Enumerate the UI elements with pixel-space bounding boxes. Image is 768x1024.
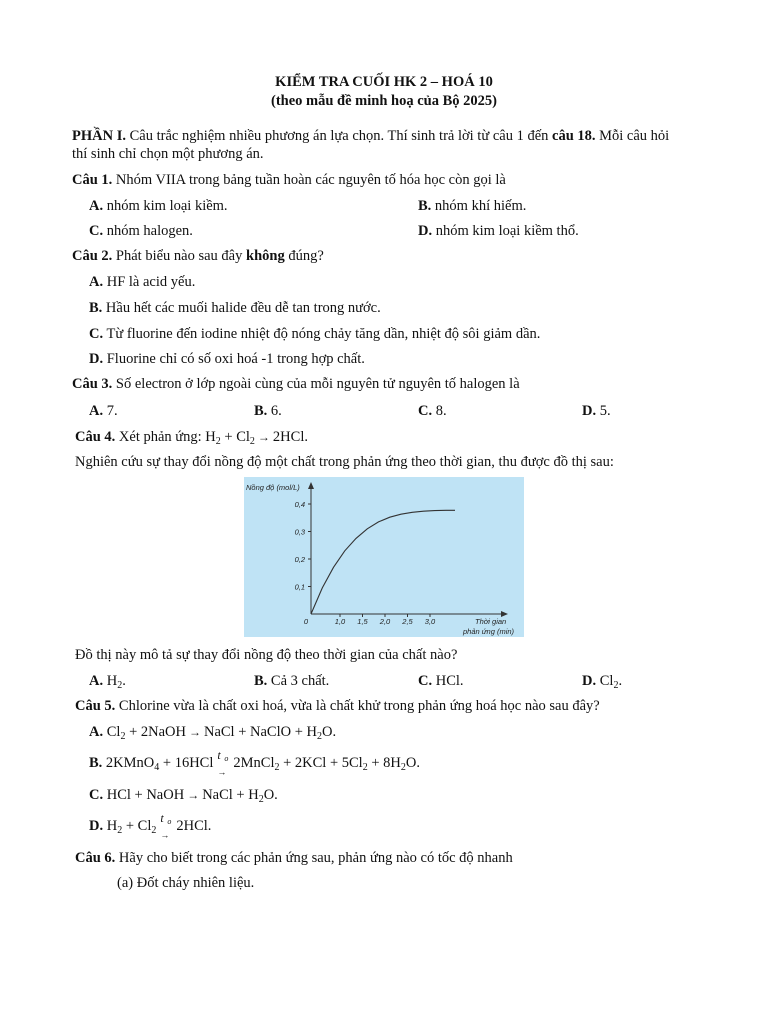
subscript: 2: [117, 825, 123, 836]
q5-option-d: [89, 811, 212, 840]
option-letter: A.: [89, 274, 104, 290]
question-6: [75, 849, 513, 867]
option-text: NaCl + NaClO + H: [203, 724, 317, 740]
option-text: HF là acid yếu.: [103, 274, 196, 290]
q6-item-a: (a) Đốt cháy nhiên liệu.: [117, 875, 255, 891]
x-tick-label: 0: [303, 617, 309, 626]
option-text: nhóm halogen.: [103, 223, 193, 239]
q4-question: Đồ thị này mô tả sự thay đổi nồng độ theo thời gian của chất nào?: [75, 647, 458, 663]
subscript: 2: [316, 731, 322, 742]
x-tick-label: 2,5: [402, 617, 413, 626]
q4-option-c: [418, 672, 464, 690]
concentration-chart: [244, 477, 524, 637]
option-text: 2MnCl: [233, 755, 275, 771]
part1-intro: [72, 127, 669, 145]
q4-option-b: [254, 672, 329, 690]
x-axis-label-line2: phản ứng (min): [463, 627, 515, 636]
option-text: HCl.: [432, 673, 464, 689]
q1-option-b: [418, 197, 526, 215]
option-text: NaCl + H: [202, 787, 259, 803]
concentration-curve: [311, 510, 455, 614]
option-letter: D.: [582, 673, 597, 689]
option-letter: B.: [89, 300, 103, 316]
option-letter: C.: [89, 326, 104, 342]
reaction-arrow-icon: →: [187, 788, 200, 802]
y-tick-label: 0,4: [294, 500, 305, 509]
option-text: + 16HCl: [159, 755, 214, 771]
option-letter: C.: [89, 223, 104, 239]
x-tick-label: 1,0: [334, 617, 346, 626]
question-3: [72, 375, 520, 393]
condition-o: o: [167, 817, 172, 826]
q5-option-c: [89, 786, 278, 804]
q2-option-a: [89, 273, 195, 291]
option-text: Hầu hết các muối halide đều dễ tan trong nước.: [102, 300, 381, 316]
q3-option-b: [254, 402, 282, 420]
part1-intro-line2: thí sinh chỉ chọn một phương án.: [72, 146, 264, 162]
y-tick-label: 0,3: [294, 527, 305, 537]
option-text: 5.: [596, 403, 611, 419]
q6-label: Câu 6.: [75, 850, 116, 866]
condition-o: o: [224, 754, 229, 763]
option-letter: D.: [582, 403, 597, 419]
option-text: + 8H: [367, 755, 401, 771]
option-text: 7.: [103, 403, 118, 419]
x-axis-label-line1: Thời gian: [475, 617, 507, 626]
q2-text-emphasis: không: [246, 248, 285, 264]
option-letter: B.: [254, 403, 268, 419]
option-text: 2HCl.: [176, 818, 212, 834]
q4-label: Câu 4.: [75, 429, 116, 445]
option-text: + 2NaOH: [125, 724, 186, 740]
subscript: 2: [249, 436, 255, 447]
option-letter: D.: [418, 223, 433, 239]
exam-title: KIỂM TRA CUỐI HK 2 – HOÁ 10: [275, 74, 493, 90]
question-4: [75, 428, 308, 446]
subscript: 2: [215, 436, 221, 447]
part1-intro-a: Câu trắc nghiệm nhiều phương án lựa chọn. Thí sinh trả lời từ câu 1 đến: [125, 128, 553, 144]
y-axis-label: Nồng độ (mol/L): [246, 483, 300, 492]
option-letter: A.: [89, 198, 104, 214]
option-letter: A.: [89, 724, 104, 740]
part1-intro-c: Mỗi câu hỏi: [595, 128, 670, 144]
q1-option-d: [418, 222, 579, 240]
option-text: nhóm kim loại kiềm.: [103, 198, 228, 214]
subscript: 2: [613, 680, 619, 691]
option-text: nhóm kim loại kiềm thổ.: [432, 223, 579, 239]
option-text: 2KMnO: [102, 755, 155, 771]
q4-text: Xét phản ứng: H: [115, 429, 216, 445]
q4-text3: 2HCl.: [272, 429, 308, 445]
x-tick-label: 1,5: [357, 617, 368, 626]
heat-condition-icon: [217, 748, 231, 777]
heat-condition-icon: [160, 811, 174, 840]
q2-option-b: [89, 299, 381, 317]
option-text: O.: [321, 724, 337, 740]
option-text: Fluorine chỉ có số oxi hoá -1 trong hợp chất.: [103, 351, 365, 367]
question-5: [75, 697, 600, 715]
q4-text2: + Cl: [220, 429, 250, 445]
q3-label: Câu 3.: [72, 376, 113, 392]
x-tick-label: 3,0: [424, 617, 436, 626]
option-text-end: .: [618, 673, 623, 689]
y-tick-label: 0,1: [294, 582, 305, 592]
q5-text: Chlorine vừa là chất oxi hoá, vừa là chất khử trong phản ứng hoá học nào sau đây?: [115, 698, 600, 714]
option-text: + 2KCl + 5Cl: [279, 755, 363, 771]
q5-option-a: [89, 723, 336, 741]
subscript: 2: [274, 762, 280, 773]
question-1: [72, 171, 506, 189]
option-letter: B.: [89, 755, 103, 771]
subscript: 2: [117, 680, 123, 691]
option-text: O.: [263, 787, 278, 803]
q3-option-a: [89, 402, 118, 420]
option-text: nhóm khí hiếm.: [431, 198, 527, 214]
q5-label: Câu 5.: [75, 698, 116, 714]
subscript: 2: [362, 762, 368, 773]
y-tick-label: 0,2: [294, 555, 305, 564]
condition-arrow-icon: →: [217, 767, 227, 777]
option-text: H: [103, 818, 118, 834]
q2-text-a: Phát biểu nào sau đây: [112, 248, 246, 264]
y-axis-arrow-icon: [308, 482, 314, 489]
option-text: 6.: [267, 403, 282, 419]
option-text: Từ fluorine đến iodine nhiệt độ nóng chảy tăng dần, nhiệt độ sôi giảm dần.: [103, 326, 541, 342]
option-letter: A.: [89, 673, 104, 689]
q3-option-d: [582, 402, 611, 420]
part1-label: PHẦN I.: [72, 128, 126, 144]
part1-intro-b: câu 18.: [552, 128, 596, 144]
reaction-arrow-icon: →: [257, 430, 270, 444]
q5-option-b: [89, 748, 420, 777]
q1-option-a: [89, 197, 228, 215]
subscript: 2: [258, 794, 264, 805]
question-2: [72, 247, 324, 265]
option-text: Cl: [596, 673, 614, 689]
subscript: 4: [154, 762, 160, 773]
q2-option-c: [89, 325, 540, 343]
q2-option-d: [89, 350, 365, 368]
option-text: Cl: [103, 724, 121, 740]
exam-subtitle: (theo mẫu đề minh hoạ của Bộ 2025): [271, 93, 497, 109]
q1-text: Nhóm VIIA trong bảng tuần hoàn các nguyên tố hóa học còn gọi là: [112, 172, 506, 188]
concentration-chart-svg: [244, 477, 524, 637]
option-text: Cả 3 chất.: [267, 673, 330, 689]
condition-arrow-icon: →: [160, 830, 170, 840]
q4-option-a: [89, 672, 126, 690]
option-text: 8.: [432, 403, 447, 419]
option-letter: C.: [89, 787, 104, 803]
q4-option-d: [582, 672, 622, 690]
option-letter: D.: [89, 351, 104, 367]
q3-option-c: [418, 402, 447, 420]
condition-t: t: [160, 811, 164, 825]
option-letter: D.: [89, 818, 104, 834]
option-letter: A.: [89, 403, 104, 419]
q3-text: Số electron ở lớp ngoài cùng của mỗi nguyên tử nguyên tố halogen là: [112, 376, 520, 392]
x-tick-label: 2,0: [379, 617, 391, 626]
reaction-arrow-icon: →: [188, 725, 201, 739]
subscript: 2: [120, 731, 126, 742]
option-letter: B.: [418, 198, 432, 214]
option-letter: C.: [418, 403, 433, 419]
q2-label: Câu 2.: [72, 248, 113, 264]
option-text: H: [103, 673, 118, 689]
q2-text-c: đúng?: [284, 248, 324, 264]
condition-t: t: [217, 748, 221, 762]
option-letter: B.: [254, 673, 268, 689]
q1-label: Câu 1.: [72, 172, 113, 188]
option-text: O.: [405, 755, 420, 771]
q6-text: Hãy cho biết trong các phản ứng sau, phản ứng nào có tốc độ nhanh: [115, 850, 513, 866]
option-text: HCl + NaOH: [103, 787, 185, 803]
q4-description: Nghiên cứu sự thay đổi nồng độ một chất trong phản ứng theo thời gian, thu được đồ thị sau:: [75, 454, 614, 470]
option-letter: C.: [418, 673, 433, 689]
option-text-end: .: [122, 673, 126, 689]
option-text: + Cl: [122, 818, 152, 834]
subscript: 2: [151, 825, 157, 836]
q1-option-c: [89, 222, 193, 240]
subscript: 2: [400, 762, 406, 773]
